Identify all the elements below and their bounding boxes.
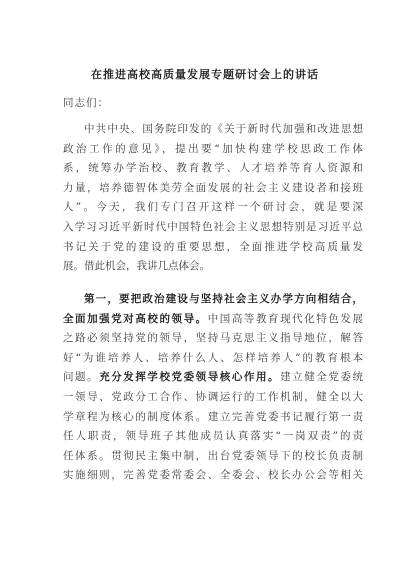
paragraph-line: 力量，培养德智体美劳全面发展的社会主义建设者和接班	[63, 181, 363, 194]
section-heading-text: 全面加强党对高校的领导。	[63, 312, 208, 325]
paragraph-line: 好“为谁培养人、培养什么人、怎样培养人”的教育根本	[63, 351, 363, 364]
salutation: 同志们：	[63, 97, 109, 109]
paragraph-line: 入学习习近平新时代中国特色社会主义思想特别是习近平总	[63, 220, 363, 233]
paragraph-line: 之路必须坚持党的领导，坚持马克思主义指导地位，解答	[63, 332, 363, 345]
paragraph-line	[63, 368, 363, 388]
paragraph-text: 中国高等教育现代化特色发展	[207, 312, 363, 325]
paragraph-line: 任人职责，领导班子其他成员认真落实“一岗双责”的责	[63, 430, 363, 443]
paragraph-line: 系，统筹办学治校、教育教学、人才培养等育人资源和	[63, 162, 363, 175]
paragraph-text: 建立健全党委统	[280, 371, 363, 384]
paragraph-line: 书记关于党的建设的重要思想，全面推进学校高质量发	[63, 240, 363, 253]
paragraph-line: 任体系。贯彻民主集中制，出台党委领导下的校长负责制	[63, 449, 363, 462]
paragraph-text: 问题。	[63, 371, 100, 384]
document-title: 在推进高校高质量发展专题研讨会上的讲话	[91, 68, 319, 81]
paragraph-line: 一领导、党政分工合作、协调运行的工作机制，健全以大	[63, 390, 363, 403]
section-heading-line: 第一，要把政治建设与坚持社会主义办学方向相结合，	[84, 293, 363, 305]
paragraph-line	[63, 310, 363, 330]
paragraph-line: 政治工作的意见》，提出要“加快构建学校思政工作体	[63, 142, 363, 155]
paragraph-intro	[63, 120, 363, 277]
paragraph-section-one	[63, 290, 363, 486]
paragraph-line: 人”。今天，我们专门召开这样一个研讨会，就是要深	[63, 201, 363, 214]
paragraph-line: 学章程为核心的制度体系。建立完善党委书记履行第一责	[63, 410, 363, 423]
paragraph-line: 展。借此机会，我讲几点体会。	[63, 260, 210, 273]
paragraph-line: 中共中央、国务院印发的《关于新时代加强和改进思想	[84, 123, 363, 135]
emphasis-text: 充分发挥学校党委领导核心作用。	[99, 371, 281, 384]
paragraph-line: 实施细则，完善党委常委会、全委会、校长办公会等相关	[63, 469, 363, 482]
